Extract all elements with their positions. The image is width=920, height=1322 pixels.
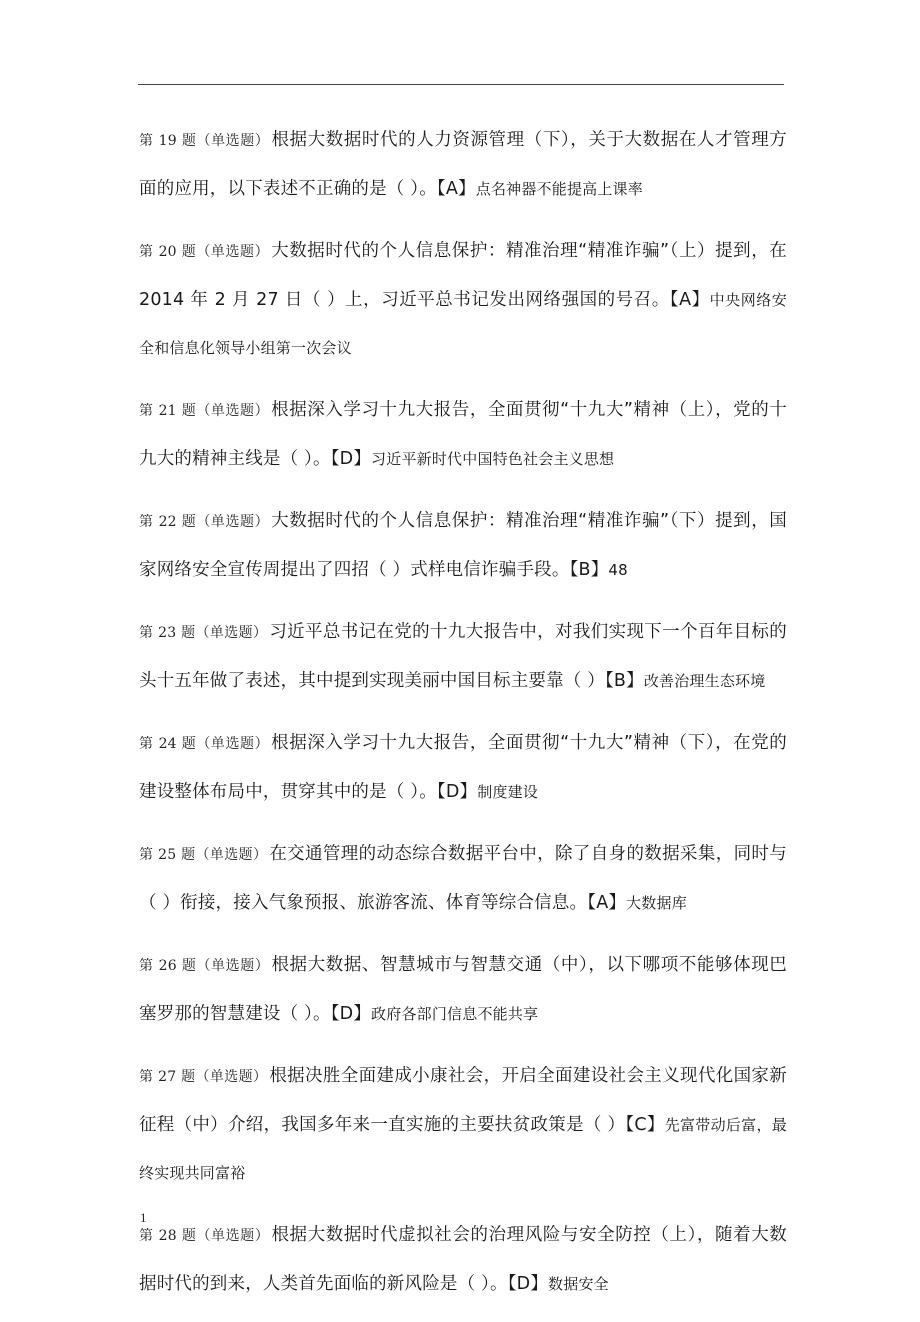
answer-key: 【B】 xyxy=(569,560,609,580)
question-text: 根据决胜全面建成小康社会，开启全面建设社会主义现代化国家新征程（中）介绍，我国多年来一直实施的主要扶贫政策是（ ） xyxy=(139,1066,787,1135)
question-text: 习近平总书记在党的十九大报告中，对我们实现下一个百年目标的头十五年做了表述，其中提到实现美丽中国目标主要靠（ ） xyxy=(139,622,787,691)
question-20 xyxy=(139,227,787,372)
question-22 xyxy=(139,497,787,594)
question-label: 第 20 题（单选题） xyxy=(139,244,270,260)
answer-key: 【C】 xyxy=(625,1115,665,1135)
question-label: 第 23 题（单选题） xyxy=(139,625,268,641)
question-25 xyxy=(139,830,787,927)
question-label: 第 26 题（单选题） xyxy=(139,958,270,974)
question-19 xyxy=(139,116,787,213)
question-label: 第 28 题（单选题） xyxy=(139,1228,270,1244)
question-label: 第 25 题（单选题） xyxy=(139,847,268,863)
question-text: 根据大数据时代虚拟社会的治理风险与安全防控（上），随着大数据时代的到来，人类首先面临的新风险是（ ）。 xyxy=(139,1225,787,1294)
question-text: 根据大数据、智慧城市与智慧交通（中），以下哪项不能够体现巴塞罗那的智慧建设（ ）。 xyxy=(139,955,787,1024)
answer-text: 政府各部门信息不能共享 xyxy=(371,1005,539,1023)
question-label: 第 21 题（单选题） xyxy=(139,403,270,419)
question-label: 第 22 题（单选题） xyxy=(139,514,270,530)
answer-text: 先富带动后富，最终实现共同富裕 xyxy=(139,1116,787,1182)
answer-key: 【A】 xyxy=(669,290,710,310)
answer-text: 大数据库 xyxy=(626,894,687,912)
question-23 xyxy=(139,608,787,705)
question-text: 大数据时代的个人信息保护：精准治理“精准诈骗”（上）提到，在 2014 年 2 月 27 日（ ）上，习近平总书记发出网络强国的号召。 xyxy=(139,241,787,310)
answer-key: 【D】 xyxy=(330,1004,372,1024)
question-27 xyxy=(139,1052,787,1197)
answer-key: 【D】 xyxy=(507,1274,549,1294)
question-label: 第 24 题（单选题） xyxy=(139,736,270,752)
question-list xyxy=(139,116,787,1322)
answer-text: 48 xyxy=(608,561,628,579)
answer-key: 【D】 xyxy=(436,782,478,802)
question-28 xyxy=(139,1211,787,1308)
answer-key: 【A】 xyxy=(587,893,627,913)
answer-text: 改善治理生态环境 xyxy=(643,672,766,690)
question-text: 根据深入学习十九大报告，全面贯彻“十九大”精神（下），在党的建设整体布局中，贯穿其中的是（ ）。 xyxy=(139,733,787,802)
answer-key: 【D】 xyxy=(330,449,372,469)
question-21 xyxy=(139,386,787,483)
question-text: 在交通管理的动态综合数据平台中，除了自身的数据采集，同时与（ ）衔接，接入气象预报、旅游客流、体育等综合信息。 xyxy=(139,844,787,913)
answer-text: 习近平新时代中国特色社会主义思想 xyxy=(371,450,615,468)
question-label: 第 27 题（单选题） xyxy=(139,1069,268,1085)
answer-text: 点名神器不能提高上课率 xyxy=(475,180,643,198)
header-rule xyxy=(138,84,784,85)
question-24 xyxy=(139,719,787,816)
question-text: 根据大数据时代的人力资源管理（下），关于大数据在人才管理方面的应用，以下表述不正确的是（ ）。 xyxy=(139,130,787,199)
question-26 xyxy=(139,941,787,1038)
question-label: 第 19 题（单选题） xyxy=(139,133,270,149)
answer-text: 中央网络安全和信息化领导小组第一次会议 xyxy=(139,291,787,357)
answer-key: 【B】 xyxy=(604,671,644,691)
question-text: 根据深入学习十九大报告，全面贯彻“十九大”精神（上），党的十九大的精神主线是（ ）。 xyxy=(139,400,787,469)
page-number: 1 xyxy=(140,1210,147,1225)
question-text: 大数据时代的个人信息保护：精准治理“精准诈骗”（下）提到，国家网络安全宣传周提出了四招（ ）式样电信诈骗手段。 xyxy=(139,511,787,580)
answer-text: 数据安全 xyxy=(548,1275,609,1293)
answer-key: 【A】 xyxy=(436,179,476,199)
answer-text: 制度建设 xyxy=(477,783,539,801)
